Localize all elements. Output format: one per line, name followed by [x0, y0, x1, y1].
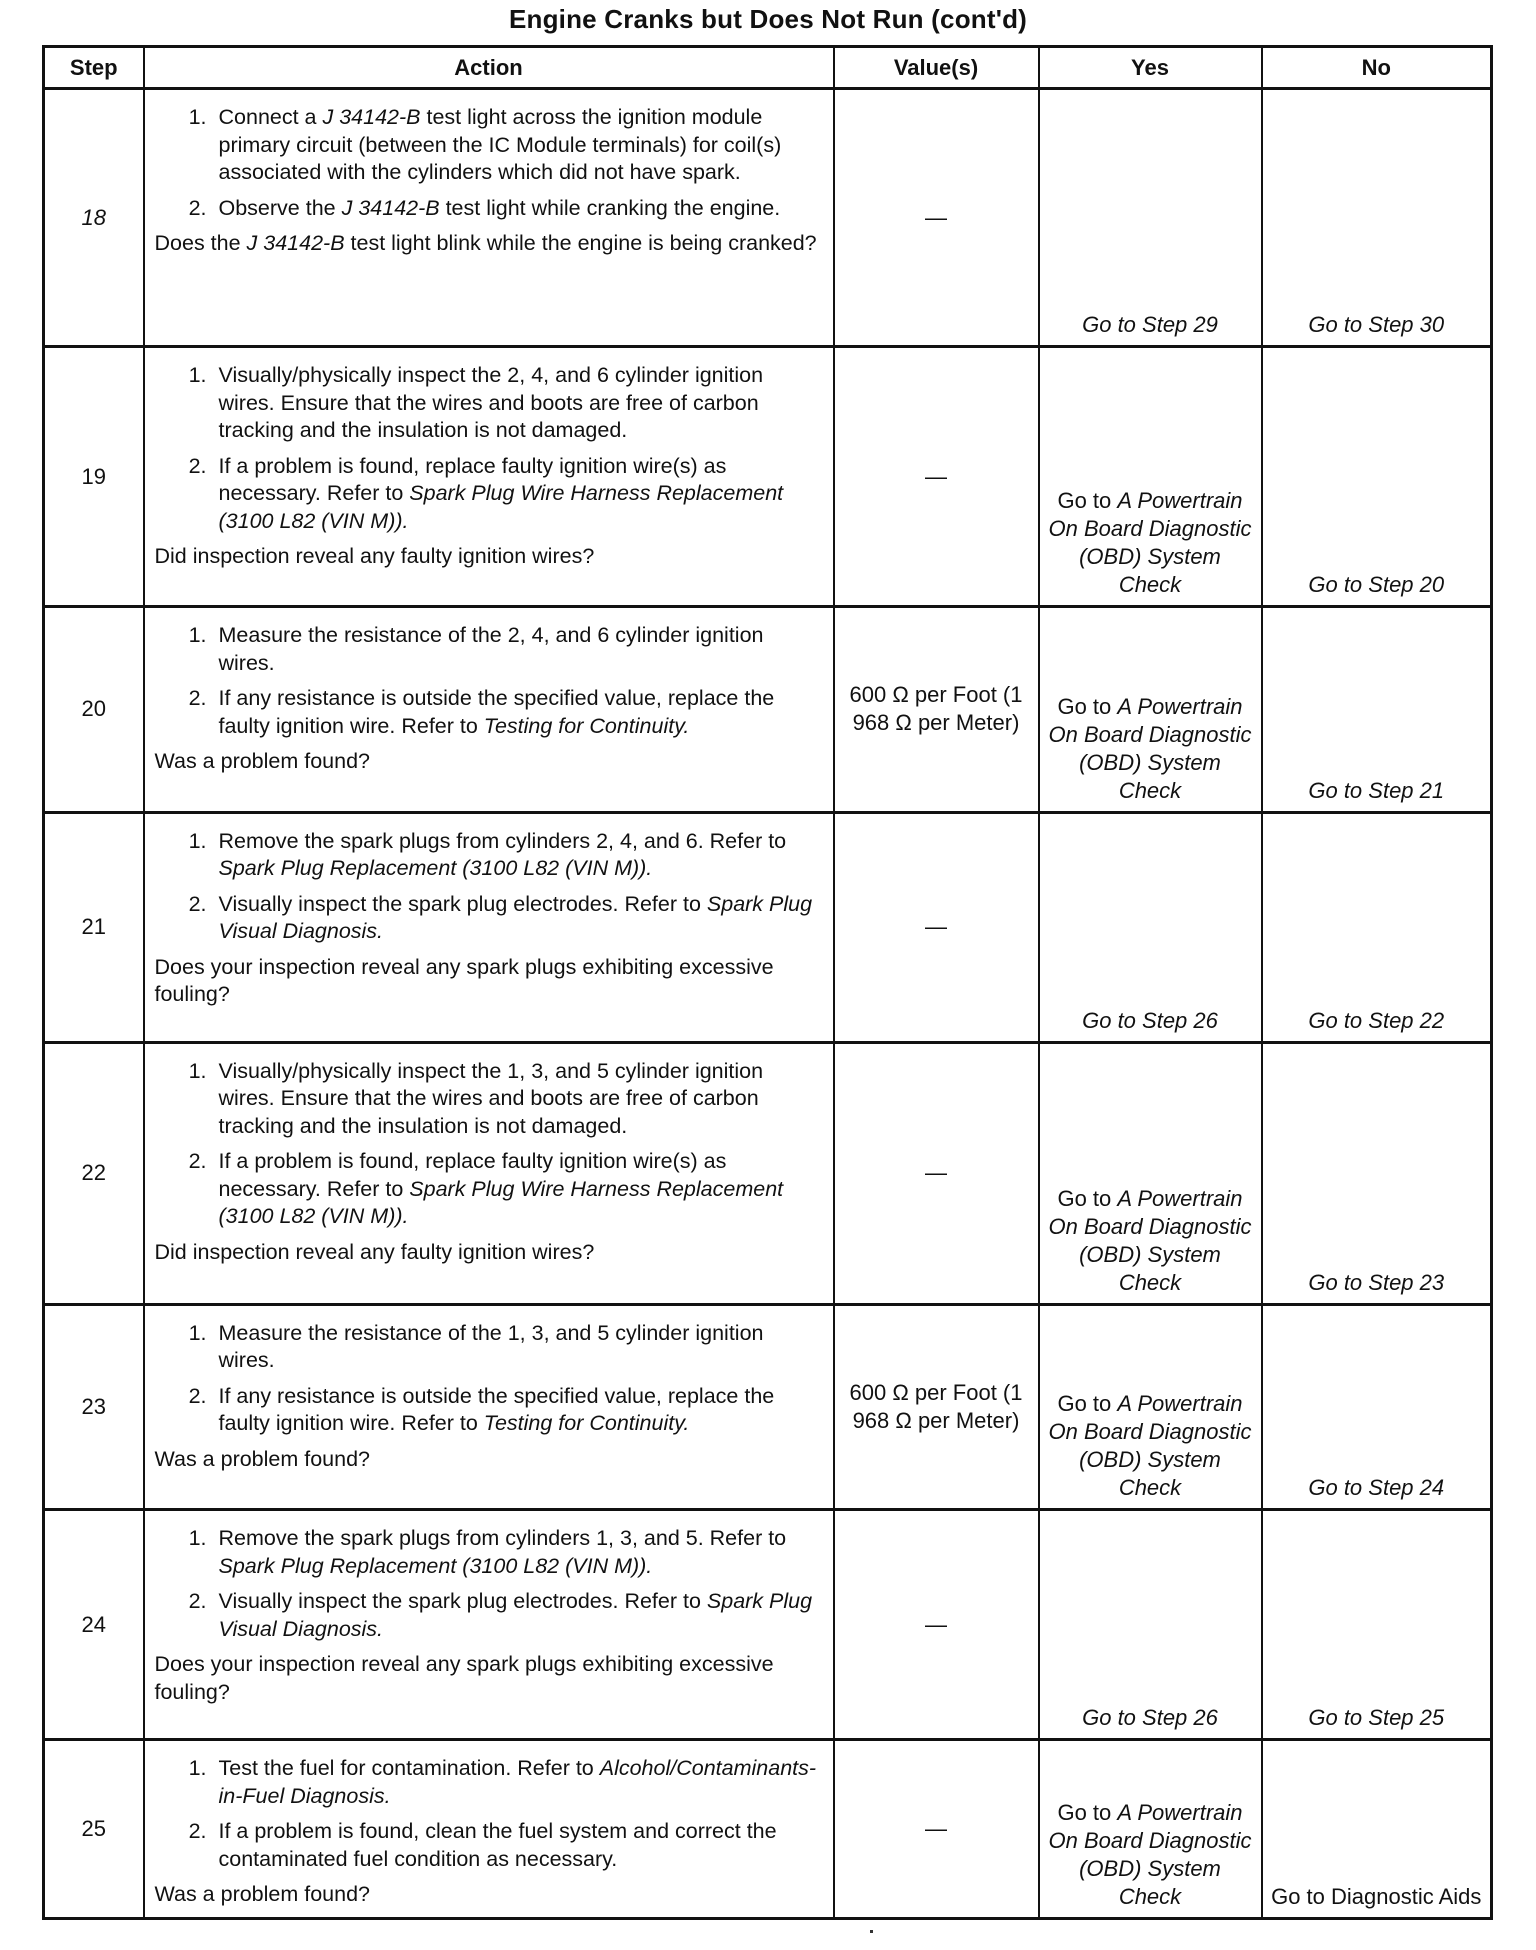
- yes-action-cell: [1039, 1510, 1262, 1740]
- instruction-text: Visually/physically inspect the 2, 4, and 6 cylinder ignition wires. Ensure that the wires and boots are free of carbon tracking and the insulation is not damaged.: [218, 363, 764, 443]
- yes-goto-link[interactable]: A Powertrain On Board Diagnostic (OBD) System Check: [1048, 1185, 1252, 1295]
- yes-goto-prefix: Go to: [1057, 1391, 1118, 1417]
- instruction-text: test light across the ignition module primary circuit (between the IC Module terminals) for coil(s) associated with the cylinders which did not have spark.: [218, 105, 782, 184]
- step-number: 24: [44, 1510, 144, 1740]
- instruction-text: Measure the resistance of the 2, 4, and 6 cylinder ignition wires.: [218, 623, 764, 675]
- yes-goto-prefix: Go to: [1057, 488, 1118, 514]
- page-speck: [870, 1930, 873, 1933]
- action-step: [213, 195, 823, 223]
- action-steps-list: [155, 828, 823, 946]
- no-goto-link[interactable]: Go to Step 25: [1308, 1705, 1445, 1731]
- instruction-text: Connect a: [218, 105, 323, 129]
- action-steps-list: [155, 362, 823, 535]
- yes-column-header: Yes: [1039, 47, 1262, 89]
- instruction-text: Does your inspection reveal any spark plugs exhibiting excessive fouling?: [154, 954, 774, 1007]
- table-row: [44, 347, 1492, 607]
- value-cell: —: [834, 1042, 1039, 1304]
- action-steps-list: [155, 622, 823, 740]
- action-steps-list: [155, 104, 823, 222]
- instruction-text: Did inspection reveal any faulty ignition wires?: [154, 544, 595, 569]
- table-row: [44, 812, 1492, 1042]
- reference-text: Spark Plug Visual Diagnosis.: [218, 891, 813, 944]
- step-column-header: Step: [44, 47, 144, 89]
- reference-text: Testing for Continuity.: [483, 713, 690, 738]
- no-goto-link[interactable]: Go to Step 22: [1308, 1007, 1445, 1033]
- value-cell: —: [834, 812, 1039, 1042]
- reference-text: Alcohol/Contaminants-in-Fuel Diagnosis.: [218, 1756, 817, 1808]
- table-row: [44, 89, 1492, 347]
- instruction-text: Was a problem found?: [154, 749, 371, 774]
- instruction-text: Measure the resistance of the 1, 3, and 5 cylinder ignition wires.: [218, 1320, 764, 1373]
- action-cell: [144, 347, 834, 607]
- yes-goto-prefix: Go to: [1057, 1800, 1118, 1825]
- yes-goto-link[interactable]: A Powertrain On Board Diagnostic (OBD) System Check: [1048, 1800, 1252, 1909]
- instruction-text: Was a problem found?: [154, 1882, 371, 1907]
- action-question: [155, 954, 823, 1009]
- instruction-text: Remove the spark plugs from cylinders 2, 4, and 6. Refer to: [218, 828, 787, 853]
- action-steps-list: [155, 1755, 823, 1873]
- action-step: [213, 1320, 823, 1375]
- action-step: [213, 1148, 823, 1231]
- no-goto-link[interactable]: Go to Step 30: [1308, 312, 1445, 338]
- yes-goto-prefix: Go to: [1057, 693, 1118, 719]
- table-row: [44, 1304, 1492, 1509]
- reference-text: Spark Plug Wire Harness Replacement (3100 L82 (VIN M)).: [218, 1176, 784, 1229]
- instruction-text: Observe the: [218, 195, 342, 220]
- yes-action-cell: [1039, 1042, 1262, 1304]
- action-step: [213, 1588, 823, 1643]
- action-step: [213, 685, 823, 740]
- instruction-text: If any resistance is outside the specified value, replace the faulty ignition wire. Refer to: [218, 1383, 775, 1436]
- reference-text: J 34142-B: [341, 195, 440, 220]
- action-step: [213, 891, 823, 946]
- no-action-cell: [1262, 89, 1492, 347]
- reference-text: Spark Plug Replacement (3100 L82 (VIN M)).: [218, 1553, 653, 1578]
- value-cell: —: [834, 1510, 1039, 1740]
- action-step: [213, 622, 823, 677]
- reference-text: Testing for Continuity.: [483, 1411, 690, 1436]
- values-column-header: Value(s): [834, 47, 1039, 89]
- step-number: 18: [44, 89, 144, 347]
- yes-action-cell: [1039, 1304, 1262, 1509]
- instruction-text: If a problem is found, clean the fuel system and correct the contaminated fuel condition as necessary.: [218, 1819, 777, 1871]
- table-row: [44, 607, 1492, 812]
- reference-text: Spark Plug Visual Diagnosis.: [218, 1589, 813, 1641]
- instruction-text: Remove the spark plugs from cylinders 1, 3, and 5. Refer to: [218, 1526, 787, 1551]
- action-steps-list: [155, 1525, 823, 1643]
- diagnostic-table: [42, 45, 1493, 1920]
- yes-goto-link[interactable]: A Powertrain On Board Diagnostic (OBD) System Check: [1048, 488, 1252, 598]
- table-row: [44, 1510, 1492, 1740]
- no-goto-link[interactable]: Go to Step 21: [1308, 777, 1445, 803]
- action-question: [155, 748, 823, 776]
- step-number: 22: [44, 1042, 144, 1304]
- no-action-cell: [1262, 1042, 1492, 1304]
- value-cell: —: [834, 347, 1039, 607]
- step-number: 19: [44, 347, 144, 607]
- instruction-text: Test the fuel for contamination. Refer to: [218, 1756, 600, 1781]
- yes-action-cell: [1039, 347, 1262, 607]
- reference-text: Spark Plug Replacement (3100 L82 (VIN M)).: [218, 856, 653, 881]
- action-question: [155, 1651, 823, 1706]
- no-goto-link[interactable]: Go to Diagnostic Aids: [1271, 1884, 1482, 1909]
- value-cell: —: [834, 1740, 1039, 1919]
- yes-goto-link[interactable]: A Powertrain On Board Diagnostic (OBD) System Check: [1048, 1391, 1252, 1501]
- action-question: [155, 1239, 823, 1267]
- action-step: [213, 104, 823, 187]
- action-steps-list: [155, 1058, 823, 1231]
- no-action-cell: [1262, 1304, 1492, 1509]
- action-step: [213, 1755, 823, 1810]
- yes-action-cell: [1039, 607, 1262, 812]
- action-steps-list: [155, 1320, 823, 1438]
- action-cell: [144, 607, 834, 812]
- yes-goto-link[interactable]: A Powertrain On Board Diagnostic (OBD) System Check: [1048, 693, 1252, 803]
- table-row: [44, 1740, 1492, 1919]
- yes-action-cell: [1039, 89, 1262, 347]
- no-column-header: No: [1262, 47, 1492, 89]
- instruction-text: test light blink while the engine is being cranked?: [344, 231, 817, 255]
- action-cell: [144, 1304, 834, 1509]
- step-number: 20: [44, 607, 144, 812]
- action-cell: [144, 812, 834, 1042]
- action-question: [155, 1446, 823, 1474]
- action-step: [213, 1383, 823, 1438]
- instruction-text: test light while cranking the engine.: [439, 195, 781, 220]
- action-step: [213, 362, 823, 445]
- action-cell: [144, 1042, 834, 1304]
- step-number: 21: [44, 812, 144, 1042]
- instruction-text: Does your inspection reveal any spark plugs exhibiting excessive fouling?: [154, 1652, 774, 1704]
- step-number: 23: [44, 1304, 144, 1509]
- instruction-text: Does the: [154, 231, 247, 255]
- instruction-text: Was a problem found?: [154, 1446, 371, 1471]
- reference-text: J 34142-B: [322, 105, 421, 129]
- action-step: [213, 1818, 823, 1873]
- action-step: [213, 1058, 823, 1141]
- yes-goto-link[interactable]: Go to Step 26: [1082, 1007, 1218, 1033]
- instruction-text: If a problem is found, replace faulty ignition wire(s) as necessary. Refer to: [218, 453, 727, 506]
- action-column-header: Action: [144, 47, 834, 89]
- step-number: 25: [44, 1740, 144, 1919]
- instruction-text: Did inspection reveal any faulty ignition wires?: [154, 1239, 595, 1264]
- action-step: [213, 1525, 823, 1580]
- reference-text: Spark Plug Wire Harness Replacement (3100 L82 (VIN M)).: [218, 481, 784, 533]
- value-cell: 600 Ω per Foot (1 968 Ω per Meter): [834, 607, 1039, 812]
- action-question: [155, 230, 823, 258]
- action-question: [155, 543, 823, 571]
- instruction-text: Visually/physically inspect the 1, 3, and 5 cylinder ignition wires. Ensure that the wires and boots are free of carbon tracking and the insulation is not damaged.: [218, 1058, 764, 1138]
- yes-action-cell: [1039, 1740, 1262, 1919]
- no-goto-link[interactable]: Go to Step 20: [1308, 572, 1445, 598]
- action-step: [213, 828, 823, 883]
- value-cell: —: [834, 89, 1039, 347]
- no-action-cell: [1262, 1740, 1492, 1919]
- table-header-row: [44, 47, 1492, 89]
- instruction-text: Visually inspect the spark plug electrodes. Refer to: [218, 1589, 707, 1614]
- action-cell: [144, 89, 834, 347]
- no-action-cell: [1262, 347, 1492, 607]
- value-cell: 600 Ω per Foot (1 968 Ω per Meter): [834, 1304, 1039, 1509]
- instruction-text: If any resistance is outside the specified value, replace the faulty ignition wire. Refer to: [218, 686, 775, 738]
- yes-goto-prefix: Go to: [1057, 1185, 1118, 1211]
- no-action-cell: [1262, 812, 1492, 1042]
- yes-action-cell: [1039, 812, 1262, 1042]
- reference-text: J 34142-B: [246, 231, 345, 255]
- yes-goto-link[interactable]: Go to Step 26: [1082, 1705, 1218, 1731]
- page-title: Engine Cranks but Does Not Run (cont'd): [508, 4, 1028, 34]
- instruction-text: If a problem is found, replace faulty ignition wire(s) as necessary. Refer to: [218, 1149, 727, 1201]
- instruction-text: Visually inspect the spark plug electrodes. Refer to: [218, 891, 707, 916]
- no-goto-link[interactable]: Go to Step 23: [1308, 1269, 1445, 1295]
- action-step: [213, 453, 823, 536]
- table-row: [44, 1042, 1492, 1304]
- no-goto-link[interactable]: Go to Step 24: [1308, 1475, 1445, 1501]
- action-cell: [144, 1740, 834, 1919]
- action-cell: [144, 1510, 834, 1740]
- action-question: [155, 1881, 823, 1909]
- no-action-cell: [1262, 607, 1492, 812]
- yes-goto-link[interactable]: Go to Step 29: [1082, 312, 1218, 338]
- no-action-cell: [1262, 1510, 1492, 1740]
